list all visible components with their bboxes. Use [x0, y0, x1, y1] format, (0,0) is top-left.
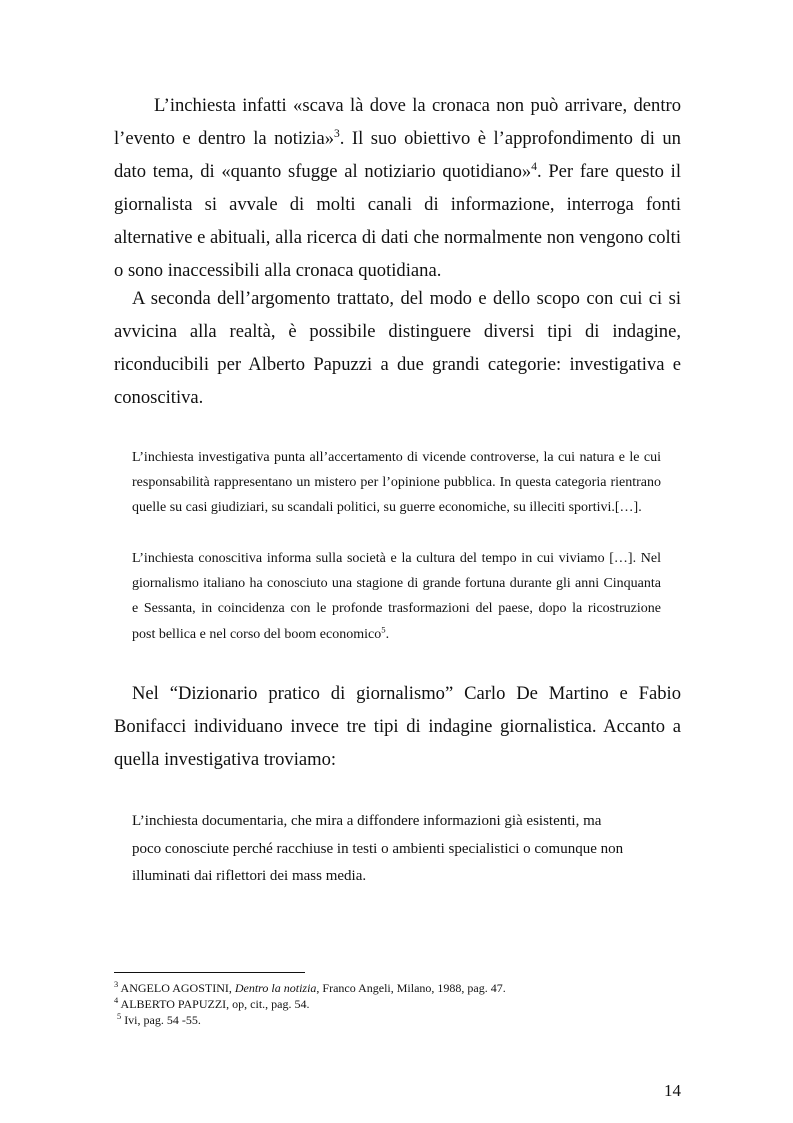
blockquote-line: poco conosciute perché racchiuse in testi o ambienti specialistici o comunque non: [132, 840, 624, 857]
paragraph-tipi-indagine: A seconda dell’argomento trattato, del modo e dello scopo con cui ci si avvicina alla realtà, è possibile distinguere diversi tipi di indagine, riconducibili per Alberto Papuzzi a due grandi categorie: investigativa e conoscitiva.: [114, 288, 681, 408]
page-number: 14: [664, 1081, 681, 1100]
blockquote-documentaria: [132, 808, 672, 891]
blockquote-investigativa: L’inchiesta investigativa punta all’accertamento di vicende controverse, la cui natura e le cui responsabilità rappresentano un mistero per l’opinione pubblica. In questa categoria rientrano quelle su casi giudiziari, su scandali politici, su guerre economiche, su illeciti sportivi.[…].: [132, 450, 661, 516]
footnote-ref-3[interactable]: 3: [334, 127, 340, 140]
footnote-separator: [114, 972, 305, 973]
blockquote-line: illuminati dai riflettori dei mass media.: [132, 868, 367, 884]
footnote-ref-4[interactable]: 4: [531, 160, 537, 173]
blockquote-line: L’inchiesta documentaria, che mira a diffondere informazioni già esistenti, ma: [132, 813, 602, 829]
footnote-3: $^3$ ANGELO AGOSTINI, Dentro la notizia, Franco Angeli, Milano, 1988, pag. 47.: [114, 980, 506, 995]
paragraph-dizionario: Nel “Dizionario pratico di giornalismo” Carlo De Martino e Fabio Bonifacci individuano invece tre tipi di indagine giornalistica. Accanto a quella investigativa troviamo:: [114, 683, 681, 770]
footnote-ref-5[interactable]: 5: [381, 623, 386, 634]
paragraph-inchiesta-intro: L’inchiesta infatti «scava là dove la cronaca non può arrivare, dentro l’evento e dentro la notizia»$^3$. Il suo obiettivo è l’approfondimento di un dato tema, di «quanto sfugge al notiziario quotidiano»$^4$. Per fare questo il giornalista si avvale di molti canali di informazione, interroga fonti alternative e abituali, alla ricerca di dati che normalmente non vengono colti o sono inaccessibili alla cronaca quotidiana.: [114, 95, 682, 281]
blockquote-conoscitiva: L’inchiesta conoscitiva informa sulla società e la cultura del tempo in cui viviamo […]. Nel giornalismo italiano ha conosciuto una stagione di grande fortuna durante gli anni Cinquanta e Sessanta, in coincidenza con le profonde trasformazioni del paese, dopo la ricostruzione post bellica e nel corso del boom economico$^5$.: [132, 551, 661, 642]
footnote-4: $^4$ ALBERTO PAPUZZI, op, cit., pag. 54.: [114, 996, 310, 1011]
book-title: Dentro la notizia: [234, 981, 317, 995]
footnote-5: $^5$ Ivi, pag. 54 -55.: [117, 1012, 201, 1027]
